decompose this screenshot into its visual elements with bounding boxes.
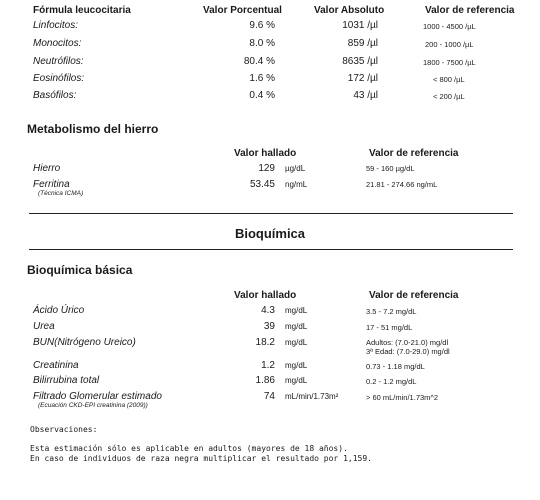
bioq-name: Filtrado Glomerular estimado — [33, 391, 162, 402]
leuco-pct: 80.4 % — [243, 56, 275, 67]
bioq-ref: 3.5 - 7.2 mg/dL — [366, 307, 417, 316]
section-title-hierro: Metabolismo del hierro — [27, 122, 159, 136]
bioq-ref: 0.2 - 1.2 mg/dL — [366, 377, 417, 386]
hierro-header-found: Valor hallado — [234, 148, 297, 159]
leuco-pct: 0.4 % — [249, 90, 275, 101]
leuco-ref: 200 - 1000 /µL — [425, 40, 474, 49]
bioq-value: 4.3 — [261, 305, 275, 316]
bioq-value: 18.2 — [255, 337, 275, 348]
bioq-ref: > 60 mL/min/1.73m^2 — [366, 393, 439, 402]
bioq-ref: 0.73 - 1.18 mg/dL — [366, 362, 425, 371]
leuco-abs: 8635 /µl — [342, 56, 378, 67]
bioq-unit: mg/dL — [285, 322, 308, 331]
observations-line-2: En caso de individuos de raza negra multiplicar el resultado por 1,159. — [30, 454, 372, 463]
observations-label: Observaciones: — [30, 425, 98, 434]
leuco-header-name: Fórmula leucocitaria — [33, 5, 131, 16]
bioq-unit: mg/dL — [285, 338, 308, 347]
leuco-name: Monocitos: — [33, 38, 82, 49]
leuco-name: Eosinófilos: — [33, 73, 85, 84]
leuco-abs: 172 /µl — [347, 73, 378, 84]
hierro-unit: ng/mL — [285, 180, 308, 189]
leuco-name: Linfocitos: — [33, 20, 79, 31]
page-heading-bioquimica: Bioquímica — [234, 226, 306, 241]
leuco-ref: < 800 /µL — [433, 75, 465, 84]
leuco-pct: 8.0 % — [249, 38, 275, 49]
leuco-name: Neutrófilos: — [33, 56, 84, 67]
observations-line-1: Esta estimación sólo es aplicable en adultos (mayores de 18 años). — [30, 444, 348, 453]
hierro-unit: µg/dL — [285, 164, 306, 173]
hierro-header-ref: Valor de referencia — [369, 148, 459, 159]
bioq-header-found: Valor hallado — [234, 290, 297, 301]
leuco-abs: 43 /µl — [353, 90, 378, 101]
leuco-header-pct: Valor Porcentual — [203, 5, 282, 16]
bioq-name: Bilirrubina total — [33, 375, 100, 386]
bioq-name: BUN(Nitrógeno Ureico) — [33, 337, 136, 348]
bioq-value: 1.86 — [255, 375, 275, 386]
bioq-ref: Adultos: (7.0-21.0) mg/dl — [366, 338, 449, 347]
leuco-abs: 859 /µl — [347, 38, 378, 49]
bioq-ref-secondary: 3ª Edad: (7.0-29.0) mg/dl — [366, 347, 450, 356]
bioq-ref: 17 - 51 mg/dL — [366, 323, 413, 332]
hierro-value: 53.45 — [249, 179, 275, 190]
bioq-name: Ácido Úrico — [33, 305, 85, 316]
leuco-header-abs: Valor Absoluto — [314, 5, 385, 16]
leuco-name: Basófilos: — [33, 90, 77, 101]
hierro-sub: (Técnica ICMA) — [38, 190, 84, 197]
leuco-header-ref: Valor de referencia — [425, 5, 515, 16]
leuco-pct: 9.6 % — [249, 20, 275, 31]
hierro-ref: 59 - 160 µg/dL — [366, 164, 415, 173]
bioq-value: 39 — [263, 321, 275, 332]
divider-top — [29, 213, 513, 214]
leuco-ref: < 200 /µL — [433, 92, 465, 101]
bioq-unit: mg/dL — [285, 376, 308, 385]
hierro-name: Hierro — [33, 163, 61, 174]
leuco-abs: 1031 /µl — [342, 20, 378, 31]
bioq-value: 1.2 — [261, 360, 275, 371]
bioq-unit: mg/dL — [285, 306, 308, 315]
section-title-bioquimica-basica: Bioquímica básica — [27, 263, 133, 277]
bioq-name: Urea — [33, 321, 55, 332]
bioq-header-ref: Valor de referencia — [369, 290, 459, 301]
hierro-name: Ferritina — [33, 179, 70, 190]
bioq-sub: (Ecuación CKD-EPI creatinina (2009)) — [38, 402, 148, 409]
bioq-value: 74 — [263, 391, 275, 402]
hierro-value: 129 — [258, 163, 275, 174]
bioq-name: Creatinina — [33, 360, 79, 371]
divider-bottom — [29, 249, 513, 250]
bioq-unit: mg/dL — [285, 361, 308, 370]
bioq-unit: mL/min/1.73m² — [285, 392, 339, 401]
leuco-pct: 1.6 % — [249, 73, 275, 84]
leuco-ref: 1000 - 4500 /µL — [423, 22, 476, 31]
hierro-ref: 21.81 - 274.66 ng/mL — [366, 180, 438, 189]
leuco-ref: 1800 - 7500 /µL — [423, 58, 476, 67]
